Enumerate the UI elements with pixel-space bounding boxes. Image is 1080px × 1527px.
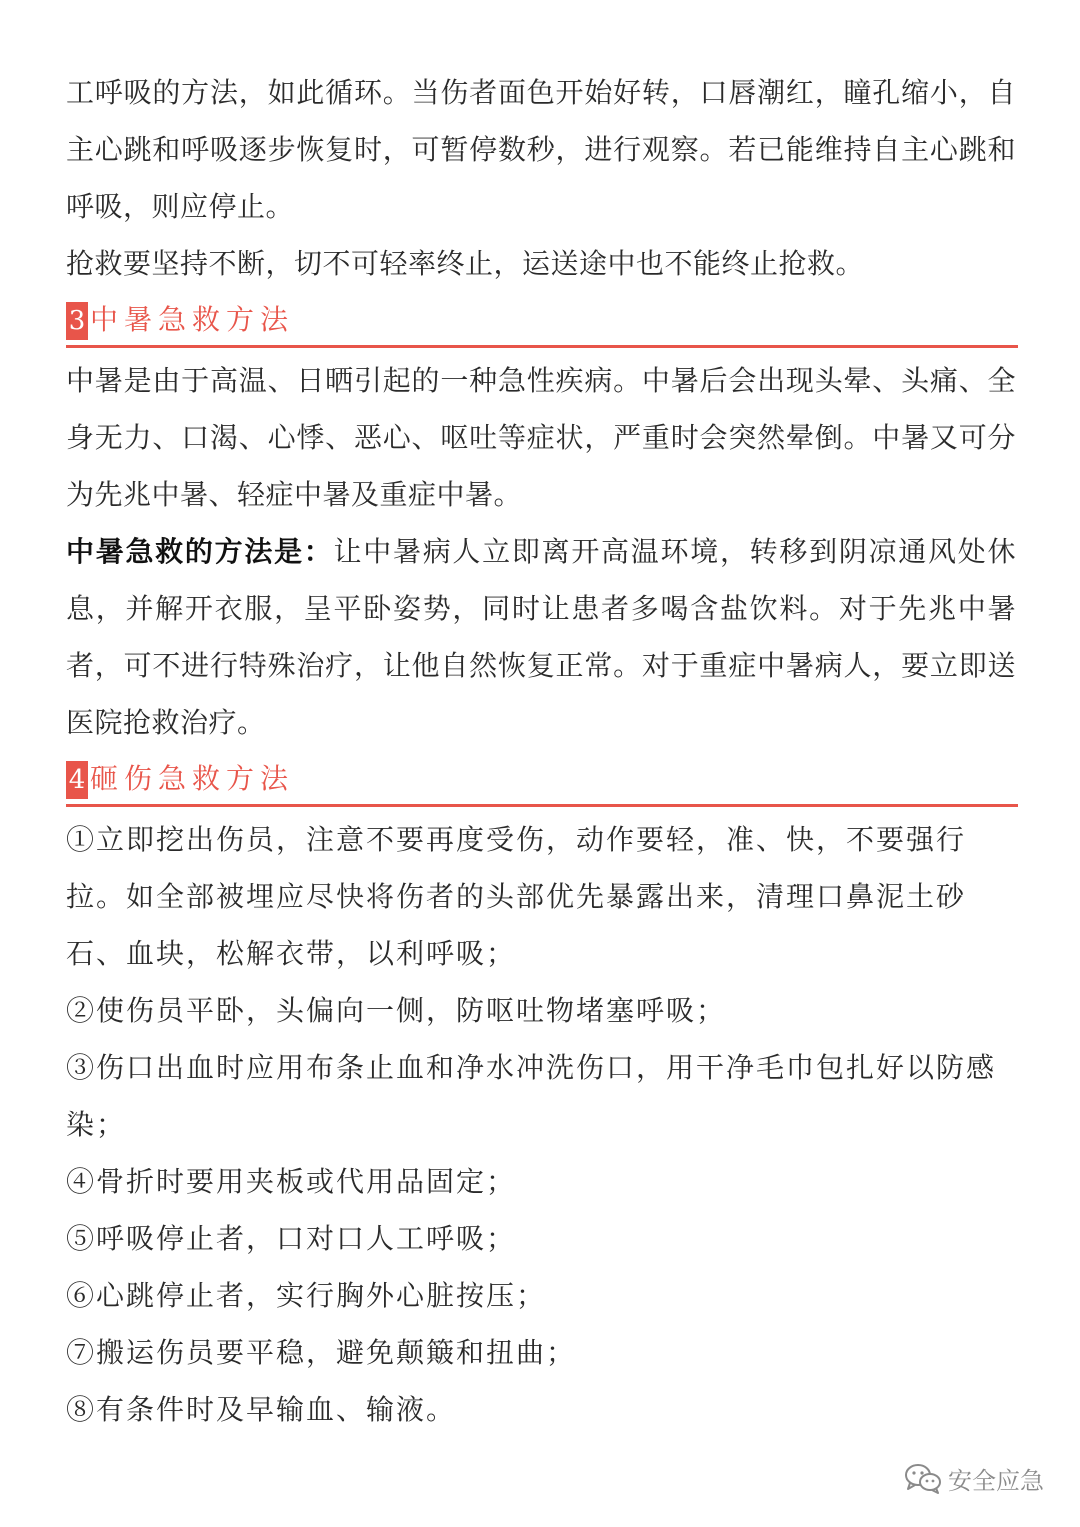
method-text: 让中暑病人立即离开高温环境，转移到阴凉通风处休息，并解开衣服，呈平卧姿势，同时让患者多喝含盐饮料。对于先兆中暑者，可不进行特殊治疗，让他自然恢复正常。对于重症中暑病人，要立即送医院抢救治疗。 (66, 535, 1016, 739)
list-item: ②使伤员平卧，头偏向一侧，防呕吐物堵塞呼吸； (66, 994, 727, 1027)
watermark-text: 安全应急 (948, 1466, 1044, 1495)
list-item: ⑦搬运伤员要平稳，避免颠簸和扭曲； (66, 1336, 577, 1369)
article-body (66, 64, 1016, 1438)
paragraph-heatstroke-intro: 中暑是由于高温、日晒引起的一种急性疾病。中暑后会出现头晕、头痛、全身无力、口渴、心悸、恶心、呕吐等症状，严重时会突然晕倒。中暑又可分为先兆中暑、轻症中暑及重症中暑。 (66, 364, 1016, 511)
section-number-badge: 3 (66, 302, 88, 340)
list-item: ③伤口出血时应用布条止血和净水冲洗伤口，用干净毛巾包扎好以防感染； (66, 1051, 997, 1141)
paragraph-cpr-continue: 工呼吸的方法，如此循环。当伤者面色开始好转，口唇潮红，瞳孔缩小，自主心跳和呼吸逐步恢复时，可暂停数秒，进行观察。若已能维持自主心跳和呼吸，则应停止。 (66, 76, 1016, 223)
list-item: ⑥心跳停止者，实行胸外心脏按压； (66, 1279, 547, 1312)
section-divider (66, 804, 1018, 807)
list-item: ⑧有条件时及早输血、输液。 (66, 1393, 457, 1426)
paragraph-heatstroke-method (66, 523, 1016, 751)
section-title: 中暑急救方法 (90, 303, 295, 336)
method-label: 中暑急救的方法是： (66, 535, 334, 568)
section-divider (66, 345, 1018, 348)
watermark (904, 1458, 1044, 1498)
wechat-icon (904, 1462, 942, 1494)
section-header-crush-injury (66, 753, 1016, 809)
paragraph-cpr-persist: 抢救要坚持不断，切不可轻率终止，运送途中也不能终止抢救。 (66, 247, 865, 280)
list-item: ①立即挖出伤员，注意不要再度受伤，动作要轻，准、快，不要强行拉。如全部被埋应尽快将伤者的头部优先暴露出来，清理口鼻泥土砂石、血块，松解衣带，以利呼吸； (66, 823, 967, 970)
section-title: 砸伤急救方法 (90, 762, 295, 795)
list-item: ⑤呼吸停止者，口对口人工呼吸； (66, 1222, 517, 1255)
section-header-heatstroke (66, 294, 1016, 350)
section-number-badge: 4 (66, 761, 88, 799)
list-item: ④骨折时要用夹板或代用品固定； (66, 1165, 517, 1198)
